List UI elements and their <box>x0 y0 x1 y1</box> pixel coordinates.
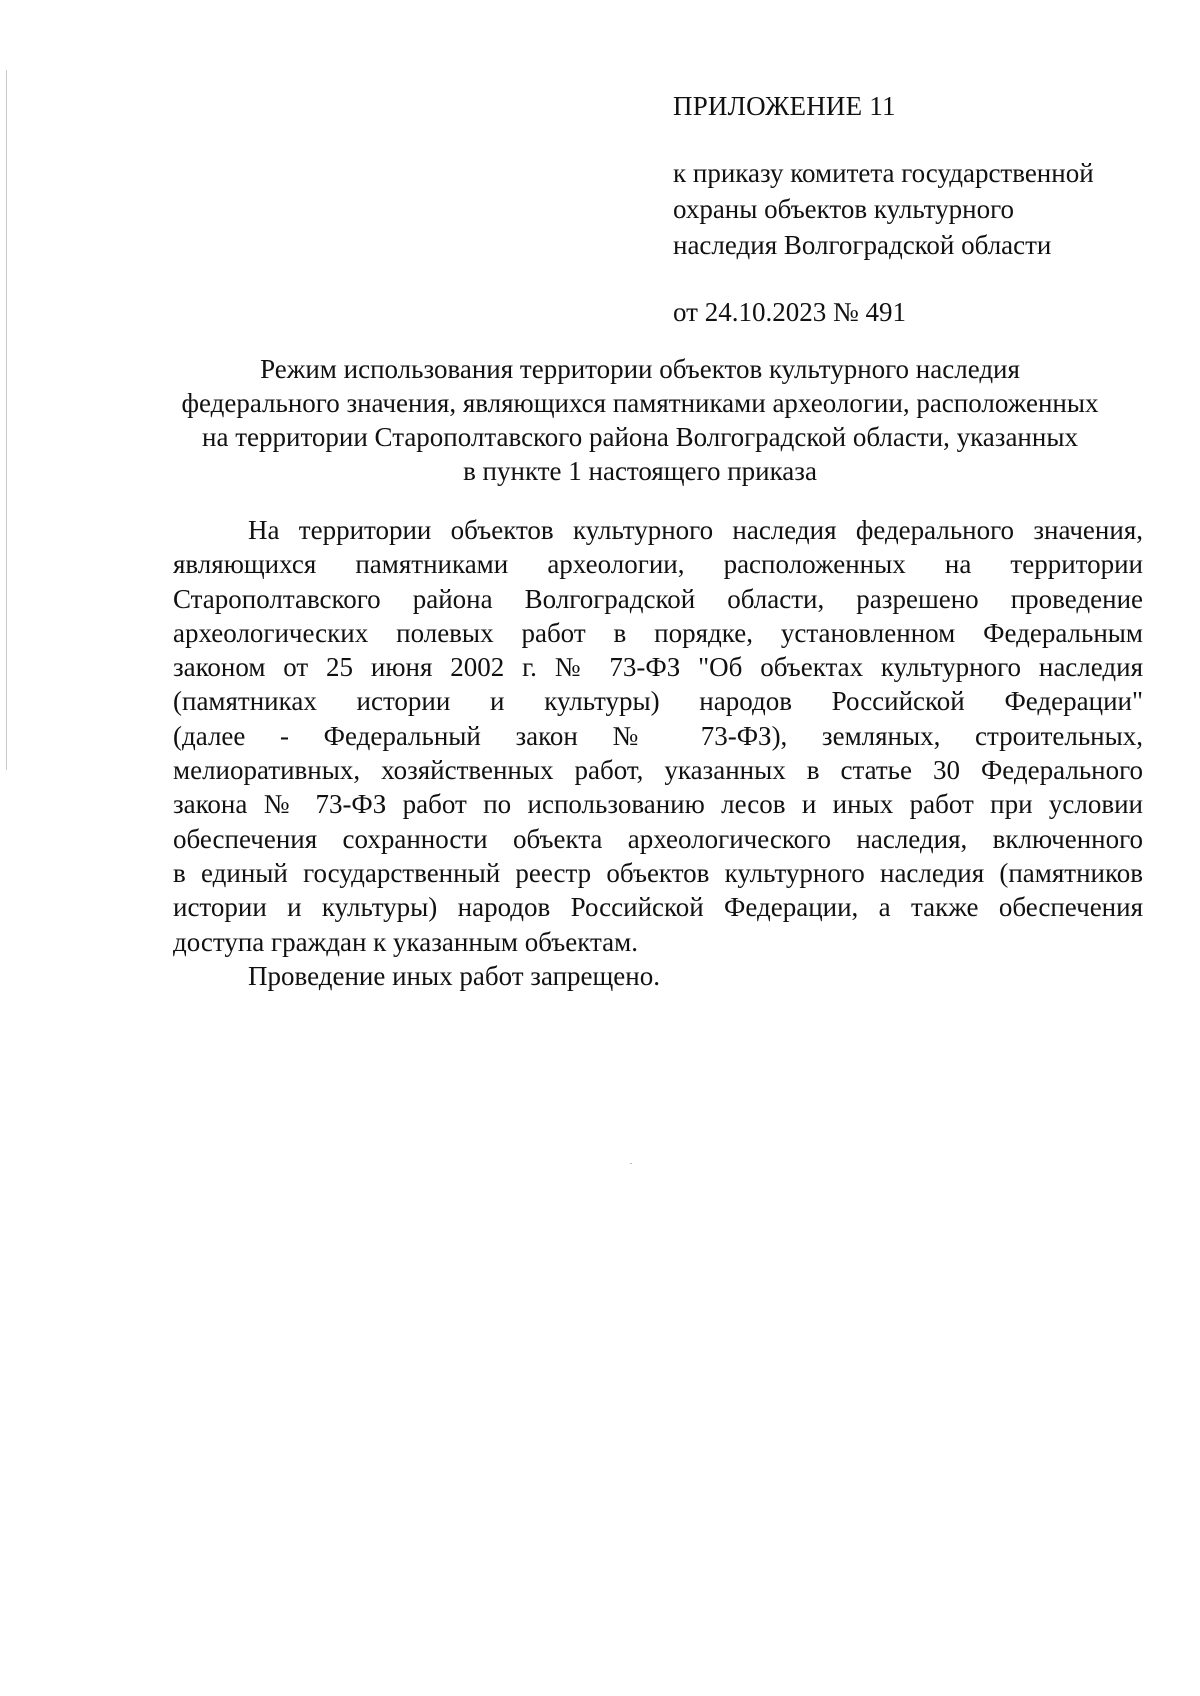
heading-line: федерального значения, являющихся памятниками археологии, расположенных <box>181 388 1099 418</box>
heading-line: на территории Старополтавского района Волгоградской области, указанных <box>202 422 1078 452</box>
body-line: (памятниках истории и культуры) народов Российской Федерации" <box>173 686 1143 717</box>
body-line: (далее - Федеральный закон № 73-ФЗ), земляных, строительных, <box>173 720 1143 751</box>
body-line: являющихся памятниками археологии, расположенных на территории <box>173 549 1143 580</box>
annex-title: ПРИЛОЖЕНИЕ 11 <box>673 91 896 121</box>
annex-ref-line: к приказу комитета государственной <box>673 158 1094 188</box>
scan-speck <box>630 1163 632 1164</box>
annex-ref-line: охраны объектов культурного <box>673 194 1014 224</box>
body-line: мелиоративных, хозяйственных работ, указанных в статье 30 Федерального <box>173 755 1143 786</box>
scan-edge-line <box>6 70 7 770</box>
body-line: На территории объектов культурного наследия федерального значения, <box>248 515 1143 545</box>
annex-ref-line: наследия Волгоградской области <box>673 230 1052 260</box>
annex-date-number: от 24.10.2023 № 491 <box>673 297 906 327</box>
body-line: закона № 73-ФЗ работ по использованию лесов и иных работ при условии <box>173 789 1143 820</box>
body-line: в единый государственный реестр объектов культурного наследия (памятников <box>173 857 1143 888</box>
document-heading <box>130 352 1150 488</box>
annex-order-reference <box>673 155 1153 263</box>
annex-header <box>673 88 1153 330</box>
body-line: доступа граждан к указанным объектам. <box>173 926 638 957</box>
heading-line: в пункте 1 настоящего приказа <box>463 456 817 486</box>
body-line: законом от 25 июня 2002 г. № 73-ФЗ "Об объектах культурного наследия <box>173 652 1143 683</box>
body-line: археологических полевых работ в порядке, установленном Федеральным <box>173 617 1143 648</box>
body-paragraph-permitted-works <box>173 513 1143 959</box>
body-line: Старополтавского района Волгоградской области, разрешено проведение <box>173 583 1143 614</box>
body-line: истории и культуры) народов Российской Федерации, а также обеспечения <box>173 892 1143 923</box>
body-paragraph-prohibition: Проведение иных работ запрещено. <box>248 960 660 991</box>
heading-line: Режим использования территории объектов культурного наследия <box>260 354 1020 384</box>
document-body <box>173 513 1143 993</box>
body-line: обеспечения сохранности объекта археологического наследия, включенного <box>173 823 1143 854</box>
